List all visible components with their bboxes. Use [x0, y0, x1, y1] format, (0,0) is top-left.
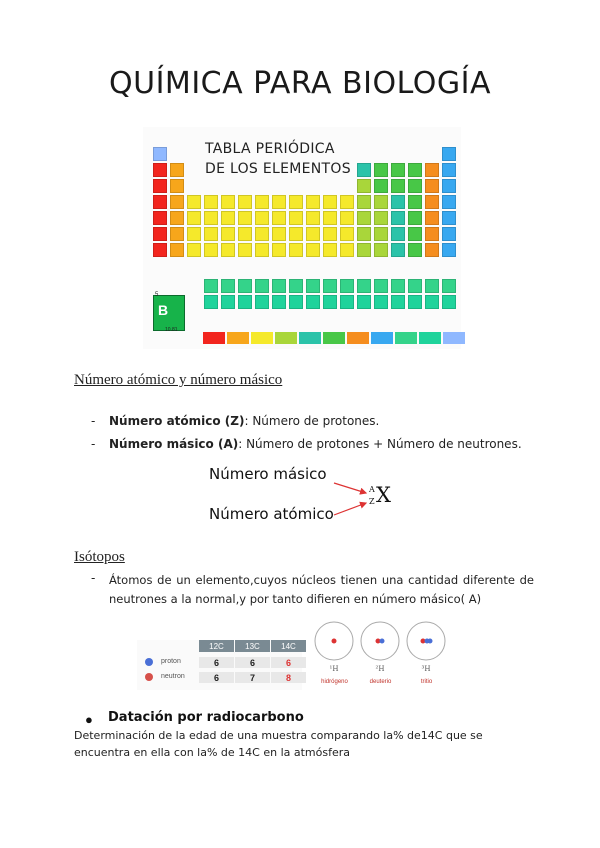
- iso-cell: 8: [271, 672, 306, 683]
- legend-swatch: [371, 332, 393, 344]
- hydrogen-atom-icon: [315, 622, 353, 660]
- element-cell: [391, 227, 405, 241]
- element-cell: [187, 195, 201, 209]
- example-element-number: 5: [155, 292, 159, 298]
- element-cell: [153, 243, 167, 257]
- tritium-atom-icon: [407, 622, 445, 660]
- element-cell: [306, 211, 320, 225]
- section-heading-radiocarbon: Datación por radiocarbono: [108, 710, 304, 725]
- iso-cell: 6: [199, 672, 234, 683]
- element-cell: [425, 195, 439, 209]
- element-cell: [323, 195, 337, 209]
- element-cell: [170, 211, 184, 225]
- element-cell: [289, 227, 303, 241]
- iso-cell: 6: [271, 657, 306, 668]
- element-cell: [238, 195, 252, 209]
- element-cell: [204, 211, 218, 225]
- deuterium-label: deuterio: [369, 679, 392, 685]
- definition-mass-number: : Número de protones + Número de neutrones.: [238, 437, 522, 451]
- element-cell: [425, 243, 439, 257]
- element-cell: [221, 227, 235, 241]
- element-cell: [204, 279, 218, 293]
- superscript-A: A: [369, 485, 375, 494]
- periodic-table-image: [143, 127, 461, 349]
- section-heading-atomic-number: Número atómico y número másico: [74, 372, 283, 388]
- example-element-mass: 10.81: [165, 327, 178, 333]
- element-cell: [391, 243, 405, 257]
- element-cell: [289, 211, 303, 225]
- element-cell: [306, 279, 320, 293]
- atom-diagrams: [312, 615, 447, 665]
- element-cell: [340, 279, 354, 293]
- page-title: QUÍMICA PARA BIOLOGÍA: [109, 66, 491, 101]
- legend-swatch: [275, 332, 297, 344]
- deuterium-atom-icon: [361, 622, 399, 660]
- legend-swatch: [395, 332, 417, 344]
- element-cell: [272, 227, 286, 241]
- element-cell: [238, 227, 252, 241]
- element-cell: [255, 279, 269, 293]
- element-cell: [425, 211, 439, 225]
- iso-header-13c: 13C: [235, 640, 270, 652]
- element-cell: [374, 295, 388, 309]
- element-cell: [374, 243, 388, 257]
- element-cell: [442, 243, 456, 257]
- legend-swatch: [227, 332, 249, 344]
- list-dash: -: [91, 414, 96, 428]
- subscript-Z: Z: [369, 497, 375, 506]
- element-cell: [357, 211, 371, 225]
- element-cell: [442, 147, 456, 161]
- element-cell: [255, 227, 269, 241]
- element-cell: [408, 163, 422, 177]
- element-cell: [238, 295, 252, 309]
- radiocarbon-description: Determinación de la edad de una muestra comparando la% de14C que se encuentra en ella con la% de 14C en la atmósfera: [74, 729, 483, 759]
- element-cell: [408, 243, 422, 257]
- element-cell: [425, 227, 439, 241]
- element-cell: [442, 179, 456, 193]
- proton-icon: [145, 658, 153, 666]
- element-cell: [442, 211, 456, 225]
- hydrogen-label: hidrógeno: [321, 679, 348, 685]
- legend-swatch: [443, 332, 465, 344]
- element-cell: [153, 195, 167, 209]
- element-cell: [272, 243, 286, 257]
- element-cell: [170, 163, 184, 177]
- example-element-symbol: B: [158, 302, 169, 318]
- element-cell: [289, 195, 303, 209]
- element-cell: [323, 279, 337, 293]
- element-cell: [374, 179, 388, 193]
- definition-atomic-number: : Número de protones.: [244, 414, 380, 428]
- legend-swatch: [251, 332, 273, 344]
- element-cell: [153, 179, 167, 193]
- element-cell: [408, 227, 422, 241]
- element-cell: [272, 295, 286, 309]
- element-cell: [323, 295, 337, 309]
- element-cell: [221, 243, 235, 257]
- periodic-table-heading-1: TABLA PERIÓDICA: [205, 141, 335, 157]
- list-dash: -: [91, 571, 96, 585]
- element-cell: [442, 195, 456, 209]
- element-cell: [357, 243, 371, 257]
- legend-swatch: [299, 332, 321, 344]
- element-cell: [408, 295, 422, 309]
- element-cell: [323, 227, 337, 241]
- element-cell: [306, 243, 320, 257]
- tritium-label: tritio: [420, 679, 433, 685]
- element-cell: [204, 295, 218, 309]
- term-mass-number: Número másico (A): [109, 437, 239, 451]
- bullet-icon: ●: [85, 712, 93, 727]
- element-cell: [170, 243, 184, 257]
- element-cell: [255, 243, 269, 257]
- legend-swatch: [419, 332, 441, 344]
- element-cell: [289, 279, 303, 293]
- element-cell: [374, 279, 388, 293]
- element-cell: [425, 295, 439, 309]
- iso-cell: 6: [235, 657, 270, 668]
- arrows-icon: [330, 473, 380, 518]
- element-cell: [357, 163, 371, 177]
- element-cell: [187, 227, 201, 241]
- iso-header-12c: 12C: [199, 640, 234, 652]
- mass-number-label: Número másico: [209, 465, 327, 483]
- element-cell: [204, 195, 218, 209]
- isotope-figure: [137, 615, 447, 695]
- element-cell: [425, 179, 439, 193]
- legend-swatch: [323, 332, 345, 344]
- legend-swatch: [347, 332, 369, 344]
- element-cell: [153, 147, 167, 161]
- element-cell: [442, 279, 456, 293]
- element-cell: [170, 227, 184, 241]
- element-cell: [442, 163, 456, 177]
- element-cell: [391, 211, 405, 225]
- element-cell: [425, 163, 439, 177]
- element-cell: [255, 295, 269, 309]
- element-cell: [153, 163, 167, 177]
- element-cell: [289, 243, 303, 257]
- element-cell: [238, 211, 252, 225]
- element-cell: [323, 211, 337, 225]
- element-cell: [255, 195, 269, 209]
- element-cell: [391, 163, 405, 177]
- element-cell: [238, 279, 252, 293]
- element-cell: [340, 195, 354, 209]
- deuterium-symbol: ²H: [375, 665, 385, 673]
- element-cell: [374, 227, 388, 241]
- neutron-label: neutron: [161, 673, 185, 680]
- element-cell: [306, 195, 320, 209]
- element-cell: [153, 211, 167, 225]
- element-cell: [374, 195, 388, 209]
- iso-cell: 7: [235, 672, 270, 683]
- element-cell: [408, 279, 422, 293]
- element-cell: [357, 179, 371, 193]
- element-cell: [289, 295, 303, 309]
- element-cell: [187, 211, 201, 225]
- element-cell: [255, 211, 269, 225]
- element-cell: [204, 243, 218, 257]
- atomic-number-label: Número atómico: [209, 505, 334, 523]
- element-cell: [272, 279, 286, 293]
- element-cell: [408, 195, 422, 209]
- element-cell: [374, 163, 388, 177]
- proton-label: proton: [161, 658, 181, 665]
- element-cell: [391, 195, 405, 209]
- element-cell: [340, 227, 354, 241]
- element-cell: [187, 243, 201, 257]
- term-atomic-number: Número atómico (Z): [109, 414, 245, 428]
- element-cell: [408, 211, 422, 225]
- element-cell: [357, 227, 371, 241]
- element-cell: [221, 295, 235, 309]
- element-cell: [391, 295, 405, 309]
- element-cell: [323, 243, 337, 257]
- element-cell: [272, 211, 286, 225]
- element-cell: [221, 279, 235, 293]
- element-cell: [306, 295, 320, 309]
- iso-cell: 6: [199, 657, 234, 668]
- element-cell: [170, 179, 184, 193]
- element-cell: [442, 295, 456, 309]
- nuclide-notation-figure: [205, 463, 400, 528]
- element-cell: [153, 227, 167, 241]
- element-cell: [238, 243, 252, 257]
- element-cell: [272, 195, 286, 209]
- element-cell: [391, 279, 405, 293]
- element-cell: [357, 295, 371, 309]
- element-cell: [340, 295, 354, 309]
- list-dash: -: [91, 437, 96, 451]
- element-cell: [357, 195, 371, 209]
- periodic-table-heading-2: DE LOS ELEMENTOS: [205, 161, 351, 177]
- element-cell: [391, 179, 405, 193]
- element-cell: [408, 179, 422, 193]
- iso-header-14c: 14C: [271, 640, 306, 652]
- element-cell: [374, 211, 388, 225]
- element-cell: [221, 195, 235, 209]
- element-cell: [442, 227, 456, 241]
- element-cell: [340, 243, 354, 257]
- element-cell: [204, 227, 218, 241]
- neutron-icon: [145, 673, 153, 681]
- element-cell: [170, 195, 184, 209]
- element-symbol-X: X: [376, 483, 391, 507]
- element-cell: [306, 227, 320, 241]
- legend-swatch: [203, 332, 225, 344]
- tritium-symbol: ³H: [421, 665, 431, 673]
- section-heading-isotopes: Isótopos: [74, 549, 125, 565]
- element-cell: [221, 211, 235, 225]
- element-cell: [340, 211, 354, 225]
- isotope-definition: Átomos de un elemento,cuyos núcleos tienen una cantidad diferente de neutrones a la normal,y por tanto difieren en número másico( A): [109, 573, 534, 606]
- element-cell: [357, 279, 371, 293]
- element-cell: [425, 279, 439, 293]
- hydrogen-symbol: ¹H: [329, 665, 339, 673]
